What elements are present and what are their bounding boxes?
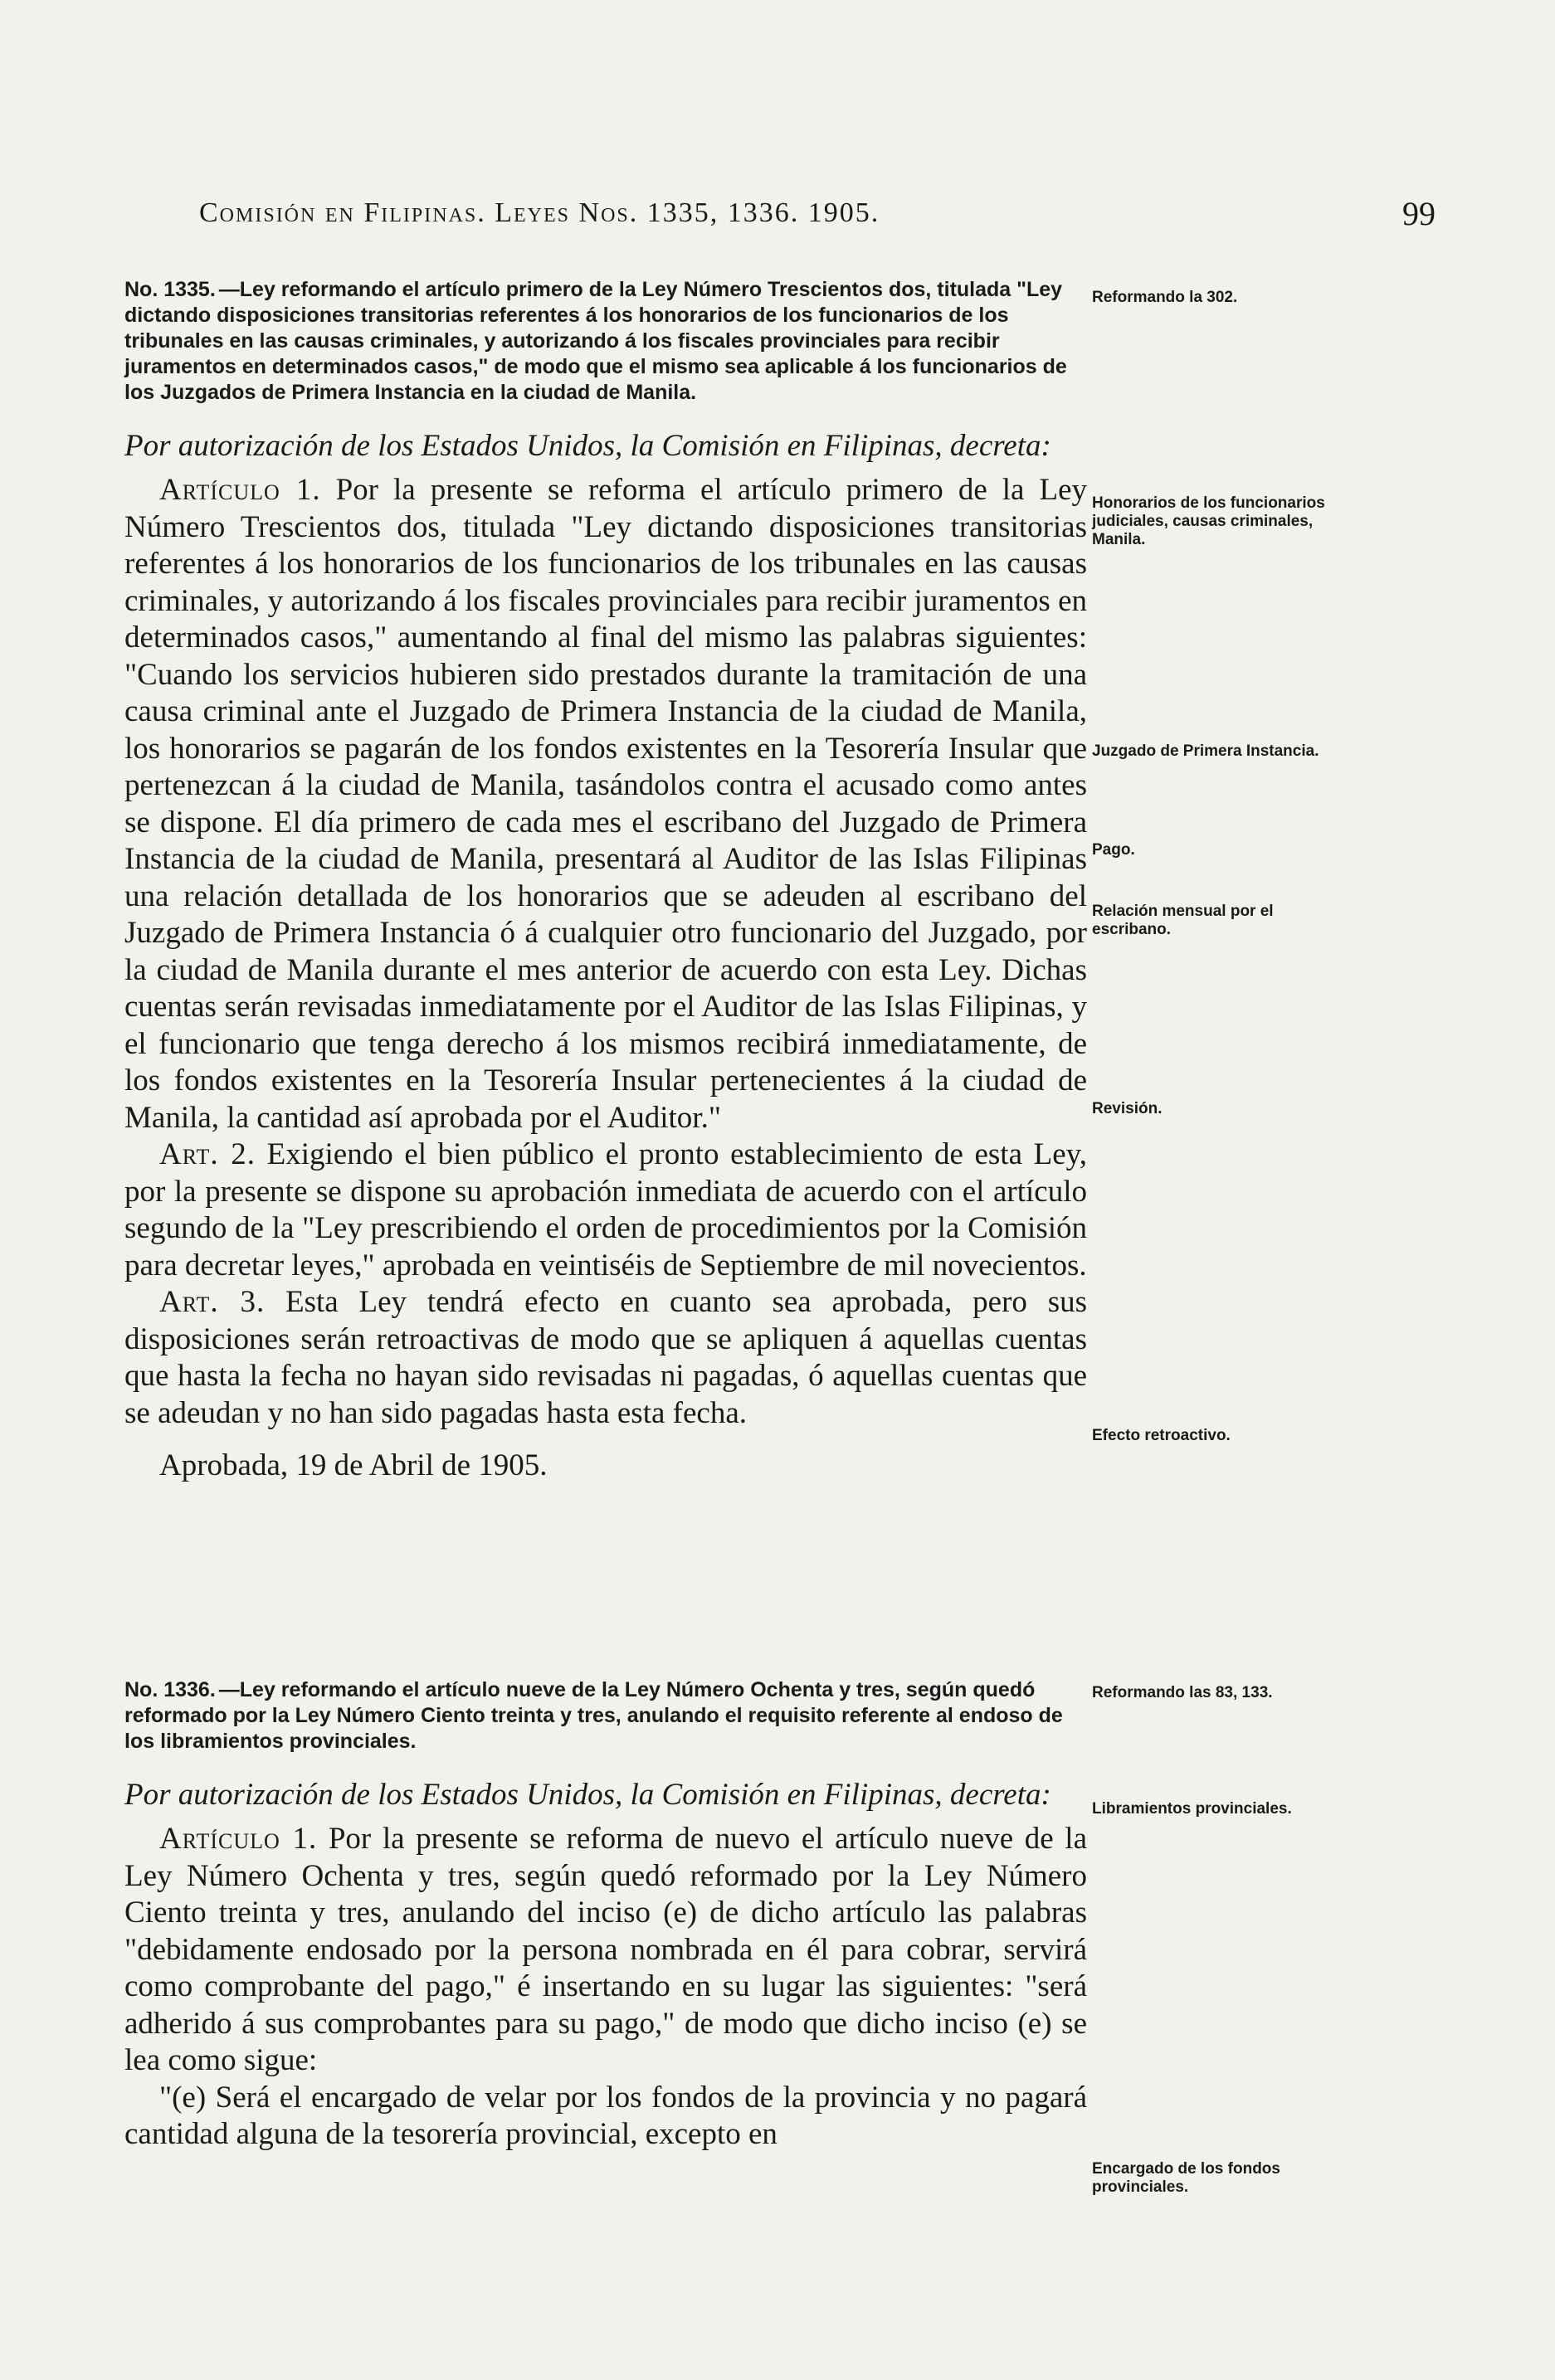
- article-label: Artículo 1.: [159, 1822, 318, 1856]
- article-label: Art. 3.: [159, 1285, 266, 1319]
- page-number: 99: [1402, 195, 1436, 232]
- margin-note: Pago.: [1092, 841, 1135, 859]
- article-text: "(e) Será el encargado de velar por los fondos de la provincia y no pagará cantidad alguna de la tesorería provincial, excepto en: [124, 2080, 1087, 2151]
- law-1335: [124, 277, 1087, 1485]
- margin-note: Encargado de los fondos provinciales.: [1092, 2160, 1280, 2196]
- article-1: [124, 1821, 1087, 2080]
- law-title: [124, 1677, 1087, 1755]
- margin-note: Efecto retroactivo.: [1092, 1427, 1231, 1444]
- running-head: Comisión en Filipinas. Leyes Nos. 1335, 1336. 1905.: [199, 197, 880, 228]
- page-header: [199, 197, 1436, 247]
- article-text: Exigiendo el bien público el pronto establecimiento de esta Ley, por la presente se dispone su aprobación inmediata de acuerdo con el artículo segundo de la "Ley prescribiendo el orden de procedimientos por la Comisión para decretar leyes," aprobada en veintiséis de Septiembre de mil novecientos.: [124, 1137, 1088, 1282]
- approval-date: Aprobada, 19 de Abril de 1905.: [159, 1448, 548, 1482]
- decree-formula: Por autorización de los Estados Unidos, la Comisión en Filipinas, decreta:: [124, 1778, 1051, 1812]
- margin-note: Honorarios de los funcionarios judiciales, causas criminales, Manila.: [1092, 494, 1325, 548]
- law-number: No. 1336.: [124, 1678, 216, 1701]
- margin-note: Reformando las 83, 133.: [1092, 1684, 1273, 1701]
- law-title: [124, 277, 1087, 406]
- article-3: [124, 1284, 1087, 1432]
- article-continuation: [124, 2080, 1087, 2154]
- article-text: Por la presente se reforma el artículo primero de la Ley Número Trescientos dos, titulada "Ley dictando disposiciones transitorias referentes á los honorarios de los funcionarios de los tribunales en las causas criminales, y autorizando á los fiscales provinciales para recibir juramentos en determinados casos," aumentando al final del mismo las palabras siguientes: "Cuando los servicios hubieren sido prestados durante la tramitación de una causa criminal ante el Juzgado de Primera Instancia de la ciudad de Manila, los honorarios se pagarán de los fondos existentes en la Tesorería Insular que pertenezcan á la ciudad de Manila, tasándolos contra el acusado como antes se dispone. El día primero de cada mes el escribano del Juzgado de Primera Instancia de la ciudad de Manila, presentará al Auditor de las Islas Filipinas una relación detallada de los honorarios que se adeuden al escribano del Juzgado de Primera Instancia ó á cualquier otro funcionario del Juzgado, por la ciudad de Manila durante el mes anterior de acuerdo con esta Ley. Dichas cuentas serán revisadas inmediatamente por el Auditor de las Islas Filipinas, y el funcionario que tenga derecho á los mismos recibirá inmediatamente, de los fondos existentes en la Tesorería Insular pertenecientes á la ciudad de Manila, la cantidad así aprobada por el Auditor.": [124, 473, 1087, 1135]
- article-2: [124, 1136, 1087, 1284]
- law-number: No. 1335.: [124, 278, 216, 301]
- margin-note: Revisión.: [1092, 1100, 1163, 1117]
- article-text: Por la presente se reforma de nuevo el artículo nueve de la Ley Número Ochenta y tres, según quedó reformado por la Ley Número Ciento treinta y tres, anulando del inciso (e) de dicho artículo las palabras "debidamente endosado por la persona nombrada en él para cobrar, servirá como comprobante del pago," é insertando en su lugar las siguientes: "será adherido á sus comprobantes para su pago," de modo que dicho inciso (e) se lea como sigue:: [124, 1822, 1087, 2077]
- article-text: Esta Ley tendrá efecto en cuanto sea aprobada, pero sus disposiciones serán retroactivas de modo que se apliquen á aquellas cuentas que hasta la fecha no hayan sido revisadas ni pagadas, ó aquellas cuentas que se adeudan y no han sido pagadas hasta esta fecha.: [124, 1285, 1087, 1430]
- margin-note: Reformando la 302.: [1092, 289, 1238, 306]
- margin-note: Juzgado de Primera Instancia.: [1092, 742, 1319, 760]
- margin-note: Libramientos provinciales.: [1092, 1800, 1292, 1818]
- article-label: Artículo 1.: [159, 473, 321, 507]
- law-title-text: —Ley reformando el artículo nueve de la Ley Número Ochenta y tres, según quedó reformado por la Ley Número Ciento treinta y tres, anulando el requisito referente al endoso de los libramientos provinciales.: [124, 1678, 1063, 1753]
- article-1: [124, 472, 1087, 1136]
- law-title-text: —Ley reformando el artículo primero de la Ley Número Trescientos dos, titulada "Ley dictando disposiciones transitorias referentes á los honorarios de los funcionarios de los tribunales en las causas criminales, y autorizando á los fiscales provinciales para recibir juramentos en determinados casos," de modo que el mismo sea aplicable á los funcionarios de los Juzgados de Primera Instancia en la ciudad de Manila.: [124, 278, 1067, 404]
- margin-note: Relación mensual por el escribano.: [1092, 903, 1274, 938]
- law-1336: [124, 1677, 1087, 2154]
- article-label: Art. 2.: [159, 1137, 256, 1171]
- decree-formula: Por autorización de los Estados Unidos, la Comisión en Filipinas, decreta:: [124, 429, 1051, 463]
